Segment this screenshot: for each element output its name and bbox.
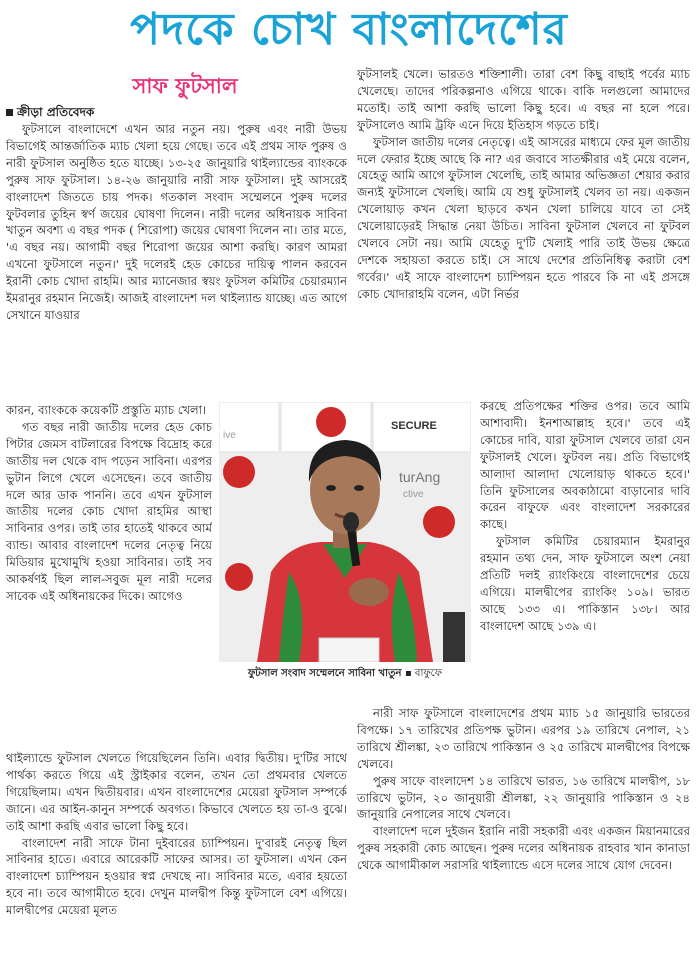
svg-text:ctive: ctive xyxy=(403,489,424,500)
subheadline: সাফ ফুটসাল xyxy=(132,74,238,98)
byline-text: ক্রীড়া প্রতিবেদক xyxy=(17,105,95,119)
col1-bottom xyxy=(6,750,347,962)
col1-narrow xyxy=(6,402,212,747)
paragraph: গত বছর নারী জাতীয় দলের হেড কোচ পিটার জেমস বাটলারের বিপক্ষে বিদ্রোহ করে জাতীয় দল থেকে বাদ পড়েন সাবিনা। এরপর ভুটান লিগে খেলে এসেছেন। তবে জাতীয় দলে আর ডাক পাননি। তবে এখন ফুটসাল জাতীয় দলের কোচ খোদা রাহমির আস্থা সাবিনার ওপর। তাই তার হাতেই থাকবে আর্ম ব্যান্ড। আবার বাংলাদেশ দলের নেতৃত্ব নিয়ে মিডিয়ার মুখোমুখি হওয়া সাবিনার। তাই সব আকর্ষণই ছিল লাল-সবুজ মূল নারী দলের সাবেক এই অধিনায়কের দিকে। আগেও xyxy=(6,419,212,603)
photo-caption xyxy=(219,664,471,684)
byline xyxy=(6,104,347,121)
paragraph: ফুটসাল জাতীয় দলের নেতৃত্বে। এই আসরের মাধ্যমে ফের মূল জাতীয় দলে ফেরার ইচ্ছে আছে কি না? এর জবাবে সাতক্ষীরার এই মেয়ে বলেন, যেহেতু আমি আগে ফুটসাল খেলেছি, তাই আমার অভিজ্ঞতা শেয়ার করার জন্যই ফুটসালে খেলছি। আমি যে শুধু ফুটসালই খেলব তা নয়। একজন খেলোয়াড় কখন খেলা ছাড়বে কখন খেলা চালিয়ে যাবে তা সেই খেলোয়াড়েরই সিদ্ধান্ত নেয়া উচিত। সাবিনা ফুটসাল খেলবে না ফুটবল খেলবে সেটা নয়। আমি যেহেতু দু'টি খেলাই পারি তাই উভয় ক্ষেত্রে দেশকে সহায়তা করতে চাই। সে সাথে দেশের প্রতিনিধিত্ব করাটা বেশ গর্বের।' এই সাফে বাংলাদেশ চ্যাম্পিয়ন হতে পারবে কি না এই প্রসঙ্গে কোচ খোদারাহমি বলেন, এটা নির্ভর xyxy=(357,134,690,301)
paragraph: পুরুষ সাফে বাংলাদেশ ১৪ তারিখে ভারত, ১৬ তারিখে মালদ্বীপ, ১৮ তারিখে ভুটান, ২০ জানুয়ারী শ্রীলঙ্কা, ২২ জানুয়ারি পাকিস্তান ও ২৪ জানুয়ারি নেপালের সাথে খেলবে। xyxy=(357,773,690,822)
col2-bottom xyxy=(357,705,690,963)
sponsor-logo-icon xyxy=(223,456,255,488)
col1-top xyxy=(6,104,347,402)
sponsor-logo-icon xyxy=(316,407,346,437)
caption-text: ফুটসাল সংবাদ সম্মেলনে সাবিনা খাতুন xyxy=(247,668,402,679)
paragraph: করছে প্রতিপক্ষের শক্তির ওপর। তবে আমি আশাবাদী। ইনশাআল্লাহ হবে।' তবে এই কোচের দাবি, যারা ফুটসাল খেলবে তারা যেন ফুটসালই খেলে। ফুটবল নয়। প্রতি বিভাগেই আলাদা আলাদা খেলোয়াড় থাকতে হবে।' তিনি ফুটসালের অবকাঠামো বাড়ানোর দাবি করেন বাফুফে এবং বাংলাদেশ সরকারের কাছে। xyxy=(480,399,690,532)
photo-illustration xyxy=(219,402,471,662)
headline: পদকে চোখ বাংলাদেশের xyxy=(130,4,568,55)
paragraph: বাংলাদেশ নারী সাফে টানা দুইবারের চ্যাম্পিয়ন। দু'বারই নেতৃত্ব ছিল সাবিনার হাতে। এবারে আরেকটি সাফের আসর। তা ফুটসাল। এখন কেন বাংলাদেশ চ্যাম্পিয়ন হওয়ার স্বপ্ন দেখছে না। সাবিনার মতে, এবার হয়তো হবে না। তবে আগামীতে হবে। দেখুন মালদ্বীপ কিন্তু ফুটসালে বেশ এগিয়ে। মালদ্বীপের মেয়েরা মূলত xyxy=(6,835,347,918)
svg-text:ive: ive xyxy=(223,430,236,441)
byline-square-icon xyxy=(6,109,13,116)
svg-text:turAng: turAng xyxy=(399,469,441,485)
paragraph: বাংলাদেশ দলে দুইজন ইরানি নারী সহকারী এবং একজন মিয়ানমারের পুরুষ সহকারী কোচ আছেন। পুরুষ দলের অধিনায়ক রাহবার খান কানাডা থেকে আগামীকাল সরাসরি থাইল্যান্ডে এসে দলের সাথে যোগ দেবেন। xyxy=(357,824,690,873)
paragraph: ফুটসালে বাংলাদেশে এখন আর নতুন নয়। পুরুষ এবং নারী উভয় বিভাগেই আন্তর্জাতিক ম্যাচ খেলা হয়ে গেছে। তবে এই প্রথম সাফ পুরুষ ও নারী ফুটসাল অনুষ্ঠিত হতে যাচ্ছে। ১৩-২৫ জানুয়ারি থাইল্যান্ডের ব্যাংককে পুরুষ সাফ ফুটসাল। ১৪-২৬ জানুয়ারি নারী সাফ ফুটসাল। দুই আসরেই বাংলাদেশ জিততে চায় পদক। গতকাল সংবাদ সম্মেলনে পুরুষ দলের ফুটবলার তুহিন স্বর্ণ জয়ের ঘোষণা দিলেন। নারী দলের অধিনায়ক সাবিনা খাতুন অবশ্য এ বছর পদক ( শিরোপা) জয়ের ঘোষণা দিলেন না। তার মতে, 'এ বছর নয়। আগামী বছর শিরোপা জয়ের আশা করছি। কারণ আমরা এখনো ফুটসালে নতুন।' দুই দলেরই হেড কোচের দায়িত্ব পালন করবেন ইরানী কোচ খোদা রাহমি। আর ম্যানেজার স্বয়ং ফুটসল কমিটির চেয়ারম্যান ইমরানুর রহমান নিজেই। আজই বাংলাদেশ দল থাইল্যান্ড যাচ্ছে। এত আগে সেখানে যাওয়ার xyxy=(6,122,347,322)
svg-text:SECURE: SECURE xyxy=(391,420,437,432)
photo-credit: ▪ বাফুফে xyxy=(404,668,443,679)
col2-top xyxy=(357,66,690,396)
paragraph: নারী সাফ ফুটসালে বাংলাদেশের প্রথম ম্যাচ ১৫ জানুয়ারি ভারতের বিপক্ষে। ১৭ তারিখের প্রতিপক্ষ ভুটান। এরপর ১৯ তারিখে নেপাল, ২১ তারিখে শ্রীলঙ্কা, ২৩ তারিখে পাকিস্তান ও ২৫ তারিখে মালদ্বীপের বিপক্ষে খেলবে। xyxy=(357,706,690,771)
paragraph: থাইল্যান্ডে ফুটসাল খেলতে গিয়েছিলেন তিনি। এবার দ্বিতীয়। দু'টির সাথে পার্থক্য করতে গিয়ে এই স্ট্রাইকার বলেন, তখন তো প্রথমবার খেলতে গিয়েছিলাম। এখন দ্বিতীয়বার। এখন বাংলাদেশের মেয়েরা ফুটসাল সম্পর্কে জানে। এর আইন-কানুন সম্পর্কে অবগত। কিভাবে খেলতে হয় তা-ও বুঝে। তাই আশা করছি এবার ভালো কিছু হবে। xyxy=(6,751,347,833)
sponsor-logo-icon xyxy=(423,506,455,538)
paragraph: ফুটসাল কমিটির চেয়ারম্যান ইমরানুর রহমান তথ্য দেন, সাফ ফুটসালে অংশ নেয়া প্রতিটি দলই র‍্যাংকিংয়ে বাংলাদেশের চেয়ে এগিয়ে। মালদ্বীপের র‍্যাংকিং ১০৯। ভারত আছে ১৩৩ এ। পাকিস্তান ১৩৮। আর বাংলাদেশ আছে ১৩৯ এ। xyxy=(480,534,690,633)
col2-narrow xyxy=(480,398,690,698)
paragraph: ফুটসালই খেলে। ভারতও শক্তিশালী। তারা বেশ কিছু বাছাই পর্বের ম্যাচ খেলেছে। তাদের পরিকল্পনাও এগিয়ে থাকে। বাকি দলগুলো আমাদের মতোই। তাই আশা করছি ভালো কিছু হবে। এ বছর না হলে পরে। ফুটসালেও আমি ট্রফি এনে দিয়ে ইতিহাস গড়তে চাই। xyxy=(357,67,690,132)
press-conference-photo xyxy=(219,402,471,662)
paragraph: কারন, ব্যাংককে কয়েকটি প্রস্তুতি ম্যাচ খেলা। xyxy=(6,403,207,417)
sponsor-logo-icon xyxy=(225,563,253,591)
